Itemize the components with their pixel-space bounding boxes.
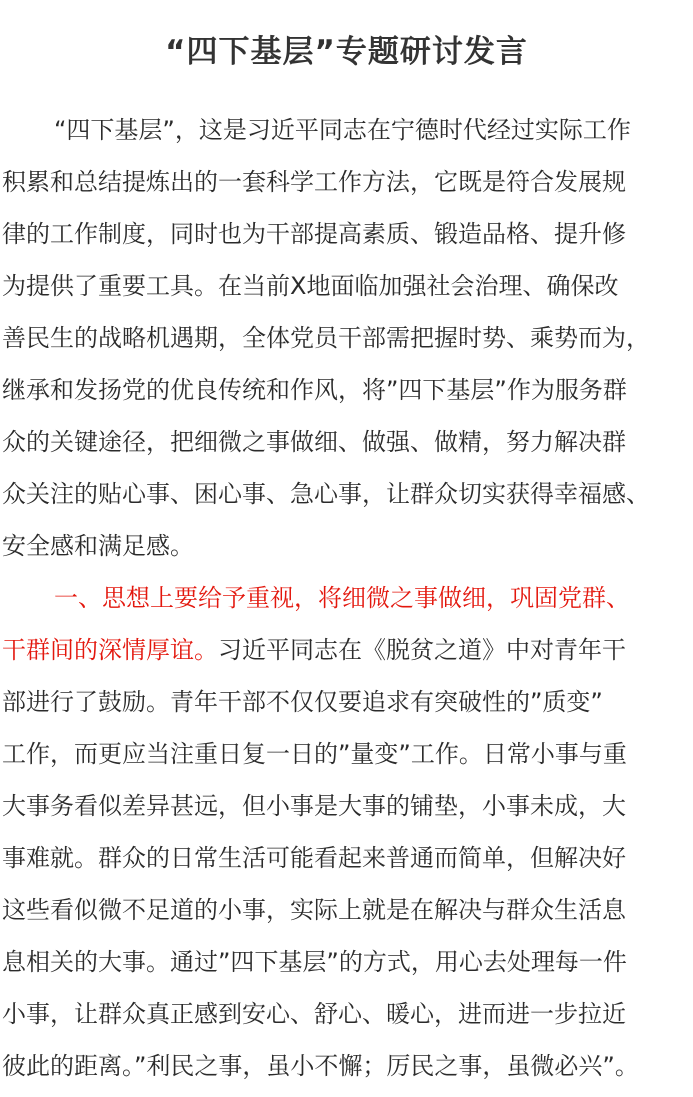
paragraph-2-line (2, 624, 692, 676)
paragraph-2-line-rest: 习近平同志在《脱贫之道》中对青年干 (218, 636, 626, 664)
paragraph-2-line: 这些看似微不足道的小事，实际上就是在解决与群众生活息 (2, 896, 626, 924)
paragraph-2-line: 彼此的距离。”利民之事，虽小不懈；厉民之事，虽微必兴”。 (2, 1052, 639, 1080)
paragraph-1-line: 安全感和满足感。 (2, 532, 194, 560)
paragraph-2-line: 事难就。群众的日常生活可能看起来普通而简单，但解决好 (2, 844, 626, 872)
section-heading-line: 一、思想上要给予重视，将细微之事做细，巩固党群、 (54, 584, 630, 612)
paragraph-2-line: 大事务看似差异甚远，但小事是大事的铺垫，小事未成，大 (2, 792, 626, 820)
page-title: “四下基层”专题研讨发言 (165, 34, 528, 70)
paragraph-1-line: 为提供了重要工具。在当前X地面临加强社会治理、确保改 (2, 272, 619, 300)
paragraph-2-line: 工作，而更应当注重日复一日的”量变”工作。日常小事与重 (2, 740, 627, 768)
paragraph-1-line: 积累和总结提炼出的一套科学工作方法，它既是符合发展规 (2, 168, 626, 196)
paragraph-1-line: 众关注的贴心事、困心事、急心事，让群众切实获得幸福感、 (2, 480, 650, 508)
paragraph-2-line: 部进行了鼓励。青年干部不仅仅要追求有突破性的”质变” (2, 688, 603, 716)
paragraph-2-line: 小事，让群众真正感到安心、舒心、暖心，进而进一步拉近 (2, 1000, 626, 1028)
paragraph-1-line: 继承和发扬党的优良传统和作风，将”四下基层”作为服务群 (2, 376, 627, 404)
paragraph-1-line: 众的关键途径，把细微之事做细、做强、做精，努力解决群 (2, 428, 626, 456)
paragraph-1-line: 善民生的战略机遇期，全体党员干部需把握时势、乘势而为， (2, 324, 650, 352)
paragraph-2-line: 息相关的大事。通过”四下基层”的方式，用心去处理每一件 (2, 948, 627, 976)
document-body (2, 104, 692, 1092)
paragraph-1-line: 律的工作制度，同时也为干部提高素质、锻造品格、提升修 (2, 220, 626, 248)
paragraph-1-line: “四下基层”，这是习近平同志在宁德时代经过实际工作 (54, 116, 631, 144)
section-heading-tail: 干群间的深情厚谊。 (2, 636, 218, 664)
